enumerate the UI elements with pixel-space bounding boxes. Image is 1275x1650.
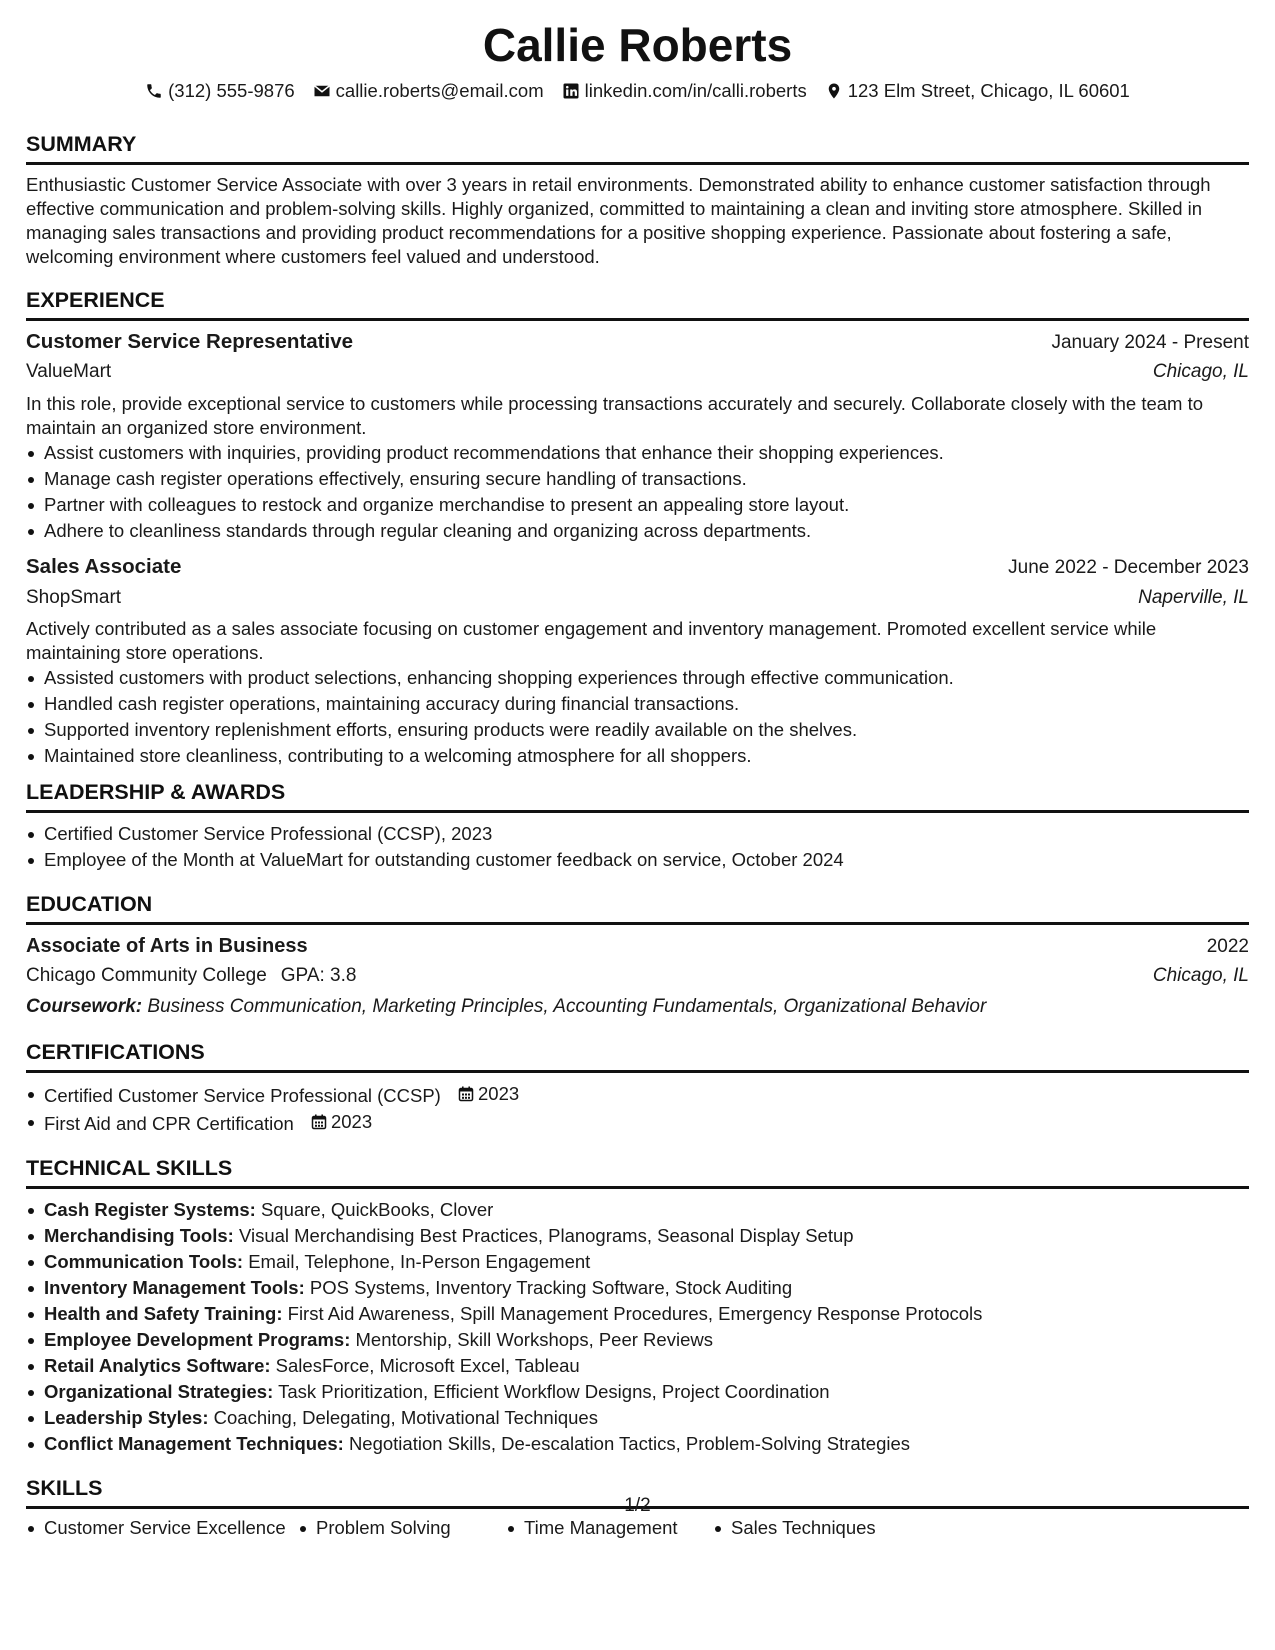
job-description: In this role, provide exceptional service to customers while processing transactions accurately and securely. Collaborate closely with the team to maintain an organized store environment.: [26, 392, 1204, 438]
skill-category: Employee Development Programs:: [44, 1329, 351, 1351]
list-item: Sales Techniques: [713, 1515, 876, 1541]
skill-values: Mentorship, Skill Workshops, Peer Reviews: [355, 1329, 713, 1351]
linkedin-text[interactable]: linkedin.com/in/calli.roberts: [584, 79, 807, 101]
job-location: Naperville, IL: [1138, 586, 1249, 608]
section-title-summary: SUMMARY: [26, 131, 1249, 165]
contact-phone: [145, 79, 295, 103]
section-title-technical-skills: TECHNICAL SKILLS: [26, 1155, 1249, 1189]
cert-date: [458, 1081, 519, 1107]
page-number: 1/2: [624, 1495, 651, 1516]
section-title-leadership: LEADERSHIP & AWARDS: [26, 779, 1249, 813]
skill-values: First Aid Awareness, Spill Management Procedures, Emergency Response Protocols: [287, 1303, 983, 1325]
address-text: 123 Elm Street, Chicago, IL 60601: [847, 79, 1130, 101]
map-pin-icon: [825, 82, 843, 100]
list-item: Assisted customers with product selections, enhancing shopping experiences through effective communication.: [26, 665, 1249, 691]
cert-name: Certified Customer Service Professional (CCSP): [44, 1085, 441, 1107]
skill-values: SalesForce, Microsoft Excel, Tableau: [275, 1355, 580, 1377]
job-entry: [26, 554, 1249, 769]
summary-section: [26, 131, 1249, 269]
skill-category: Health and Safety Training:: [44, 1303, 283, 1325]
certifications-list: [26, 1081, 1249, 1137]
cert-date: [311, 1109, 372, 1135]
technical-skills-list: [26, 1197, 1249, 1457]
skill-values: Negotiation Skills, De-escalation Tactics, Problem-Solving Strategies: [348, 1433, 911, 1455]
skill-values: Email, Telephone, In-Person Engagement: [248, 1251, 591, 1273]
job-bullets: [26, 665, 1249, 769]
list-item: [26, 1223, 1249, 1249]
candidate-name: Callie Roberts: [482, 19, 793, 71]
certifications-section: [26, 1039, 1249, 1137]
education-section: [26, 891, 1249, 1019]
job-date: January 2024 - Present: [1051, 331, 1249, 353]
edu-location: Chicago, IL: [1152, 964, 1249, 986]
list-item: Certified Customer Service Professional (CCSP), 2023: [26, 821, 1249, 847]
list-item: Time Management: [506, 1515, 713, 1541]
leadership-list: [26, 821, 1249, 873]
list-item: Problem Solving: [298, 1515, 506, 1541]
skill-category: Retail Analytics Software:: [44, 1355, 271, 1377]
list-item: Partner with colleagues to restock and organize merchandise to present an appealing store layout.: [26, 492, 1249, 518]
skill-values: Coaching, Delegating, Motivational Techniques: [213, 1407, 598, 1429]
job-date: June 2022 - December 2023: [1008, 556, 1249, 578]
list-item: [26, 1405, 1249, 1431]
cert-year: 2023: [478, 1083, 520, 1105]
cert-year: 2023: [330, 1111, 373, 1133]
coursework: [26, 995, 1249, 1020]
summary-text: Enthusiastic Customer Service Associate with over 3 years in retail environments. Demonstrated ability to enhance customer satisfaction through effective communication and problem-solving skills. Highly organized, committed to maintaining a clean and inviting store atmosphere. Skilled in managing sales transactions and providing product recommendations for a positive shopping experience. Passionate about fostering a safe, welcoming environment where customers feel valued and understood.: [26, 173, 1211, 267]
list-item: Handled cash register operations, maintaining accuracy during financial transactions.: [26, 691, 1249, 717]
job-location: Chicago, IL: [1152, 361, 1249, 383]
list-item: [26, 1109, 1249, 1137]
edu-school: Chicago Community College: [26, 964, 267, 986]
email-text[interactable]: callie.roberts@email.com: [335, 79, 544, 101]
skill-category: Inventory Management Tools:: [44, 1277, 305, 1299]
section-title-certifications: CERTIFICATIONS: [26, 1039, 1249, 1073]
skill-values: Square, QuickBooks, Clover: [260, 1199, 494, 1221]
technical-skills-section: [26, 1155, 1249, 1457]
contact-address: [825, 79, 1130, 103]
edu-school-line: [26, 964, 356, 989]
section-title-experience: EXPERIENCE: [26, 287, 1249, 321]
coursework-label: Coursework:: [26, 995, 143, 1017]
envelope-icon: [313, 82, 331, 100]
skill-category: Communication Tools:: [44, 1251, 244, 1273]
edu-degree: Associate of Arts in Business: [26, 935, 308, 958]
phone-icon: [145, 82, 163, 100]
list-item: [26, 1379, 1249, 1405]
leadership-section: [26, 779, 1249, 873]
contact-email[interactable]: [313, 79, 544, 103]
job-bullets: [26, 440, 1249, 544]
skill-category: Merchandising Tools:: [44, 1225, 234, 1247]
list-item: Assist customers with inquiries, providing product recommendations that enhance their shopping experiences.: [26, 440, 1249, 466]
list-item: Supported inventory replenishment efforts, ensuring products were readily available on the shelves.: [26, 717, 1249, 743]
job-company: ShopSmart: [26, 586, 122, 608]
skill-category: Cash Register Systems:: [44, 1199, 256, 1221]
linkedin-icon: [562, 82, 580, 100]
list-item: Maintained store cleanliness, contributing to a welcoming atmosphere for all shoppers.: [26, 743, 1249, 769]
job-entry: [26, 329, 1249, 544]
skill-category: Conflict Management Techniques:: [44, 1433, 344, 1455]
edu-gpa: GPA: 3.8: [280, 964, 357, 986]
edu-year: 2022: [1206, 936, 1249, 958]
list-item: [26, 1353, 1249, 1379]
list-item: [26, 1301, 1249, 1327]
list-item: [26, 1327, 1249, 1353]
section-title-skills: SKILLS: [26, 1475, 1249, 1509]
skill-values: Visual Merchandising Best Practices, Planograms, Seasonal Display Setup: [238, 1225, 854, 1247]
job-title: Customer Service Representative: [26, 329, 354, 353]
coursework-list: Business Communication, Marketing Principles, Accounting Fundamentals, Organizational Behavior: [147, 995, 987, 1017]
skill-values: POS Systems, Inventory Tracking Software, Stock Auditing: [309, 1277, 793, 1299]
calendar-icon: [311, 1114, 327, 1130]
phone-text: (312) 555-9876: [168, 79, 295, 101]
list-item: Manage cash register operations effectively, ensuring secure handling of transactions.: [26, 466, 1249, 492]
skill-category: Leadership Styles:: [44, 1407, 209, 1429]
experience-section: [26, 287, 1249, 770]
skills-list: [26, 1515, 1249, 1541]
skill-category: Organizational Strategies:: [44, 1381, 274, 1403]
contact-linkedin[interactable]: [562, 79, 807, 103]
job-company: ValueMart: [26, 361, 112, 383]
job-description: Actively contributed as a sales associate focusing on customer engagement and inventory management. Promoted excellent service while maintaining store operations.: [26, 618, 1157, 664]
job-title: Sales Associate: [26, 554, 182, 578]
list-item: [26, 1275, 1249, 1301]
list-item: [26, 1081, 1249, 1109]
list-item: [26, 1249, 1249, 1275]
contact-bar: [26, 79, 1249, 103]
list-item: [26, 1197, 1249, 1223]
cert-name: First Aid and CPR Certification: [44, 1113, 294, 1135]
list-item: Customer Service Excellence: [26, 1515, 298, 1541]
list-item: Adhere to cleanliness standards through regular cleaning and organizing across departments.: [26, 518, 1249, 544]
list-item: [26, 1431, 1249, 1457]
skill-values: Task Prioritization, Efficient Workflow Designs, Project Coordination: [278, 1381, 830, 1403]
section-title-education: EDUCATION: [26, 891, 1249, 925]
list-item: Employee of the Month at ValueMart for outstanding customer feedback on service, October 2024: [26, 847, 1249, 873]
calendar-icon: [458, 1086, 474, 1102]
